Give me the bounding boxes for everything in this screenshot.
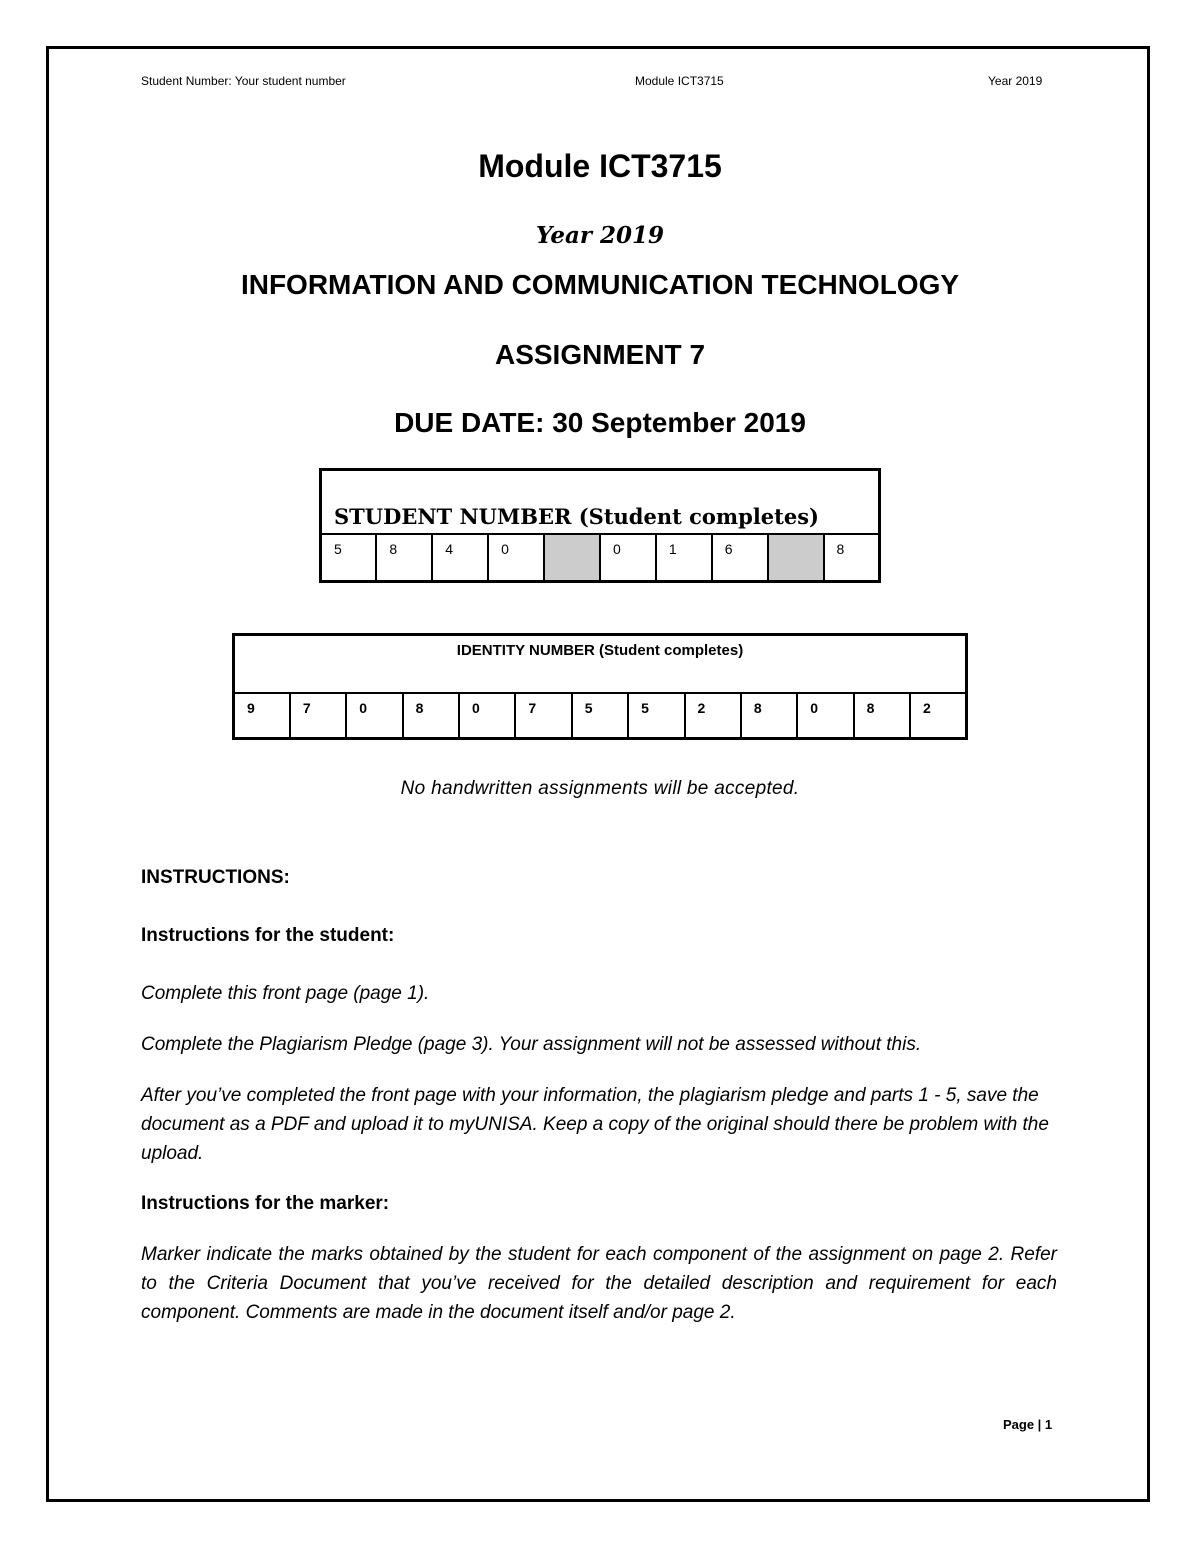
module-title: Module ICT3715	[478, 148, 722, 184]
student-number-table	[319, 468, 881, 583]
student-digit[interactable]: 8	[376, 534, 432, 582]
identity-number-table	[232, 633, 968, 740]
identity-digit[interactable]: 5	[572, 693, 628, 739]
identity-number-caption: IDENTITY NUMBER (Student completes)	[234, 635, 967, 693]
header-module: Module ICT3715	[635, 74, 724, 88]
student-digit[interactable]: 8	[824, 534, 880, 582]
identity-digit[interactable]: 7	[290, 693, 346, 739]
student-number-caption: STUDENT NUMBER (Student completes)	[321, 470, 880, 534]
marker-instructions-heading: Instructions for the marker:	[141, 1193, 390, 1214]
student-digit[interactable]: 4	[432, 534, 488, 582]
student-instruction-item: Complete this front page (page 1).	[141, 983, 430, 1004]
assignment-heading: ASSIGNMENT 7	[494, 339, 706, 370]
due-date: DUE DATE: 30 September 2019	[394, 407, 806, 438]
identity-digit[interactable]: 7	[515, 693, 571, 739]
student-instruction-item: Complete the Plagiarism Pledge (page 3). Your assignment will not be assessed without this.	[141, 1034, 922, 1055]
identity-digit[interactable]: 0	[346, 693, 402, 739]
identity-digit[interactable]: 8	[741, 693, 797, 739]
header-year: Year 2019	[988, 74, 1043, 88]
student-digit-shaded	[544, 534, 600, 582]
identity-digit[interactable]: 8	[854, 693, 910, 739]
identity-digit[interactable]: 2	[910, 693, 967, 739]
year-subtitle: Year 2019	[535, 222, 665, 249]
handwritten-notice: No handwritten assignments will be accepted.	[400, 778, 800, 799]
instructions-label: INSTRUCTIONS:	[141, 867, 290, 888]
identity-digit[interactable]: 5	[628, 693, 684, 739]
identity-digit[interactable]: 9	[234, 693, 290, 739]
student-instructions-heading: Instructions for the student:	[141, 925, 395, 946]
marker-instruction-text: Marker indicate the marks obtained by the student for each component of the assignment on page 2. Refer to the Criteria Document that you’ve received for the detailed description and requirement for each component. Comments are made in the document itself and/or page 2.	[141, 1244, 1057, 1323]
student-digit[interactable]: 1	[656, 534, 712, 582]
identity-digit[interactable]: 0	[797, 693, 853, 739]
student-digit-shaded	[768, 534, 824, 582]
page-number: Page | 1	[1003, 1417, 1053, 1432]
header-student-number: Student Number: Your student number	[141, 74, 346, 88]
student-instruction-item: After you’ve completed the front page with your information, the plagiarism pledge and parts 1 - 5, save the document as a PDF and upload it to myUNISA. Keep a copy of the original should there be problem with the upload.	[141, 1085, 1049, 1164]
student-digit[interactable]: 0	[600, 534, 656, 582]
course-heading: INFORMATION AND COMMUNICATION TECHNOLOGY	[240, 269, 960, 300]
student-digit[interactable]: 6	[712, 534, 768, 582]
student-digit[interactable]: 0	[488, 534, 544, 582]
student-digit[interactable]: 5	[321, 534, 377, 582]
identity-digit[interactable]: 2	[685, 693, 741, 739]
identity-digit[interactable]: 0	[459, 693, 515, 739]
identity-digit[interactable]: 8	[403, 693, 459, 739]
